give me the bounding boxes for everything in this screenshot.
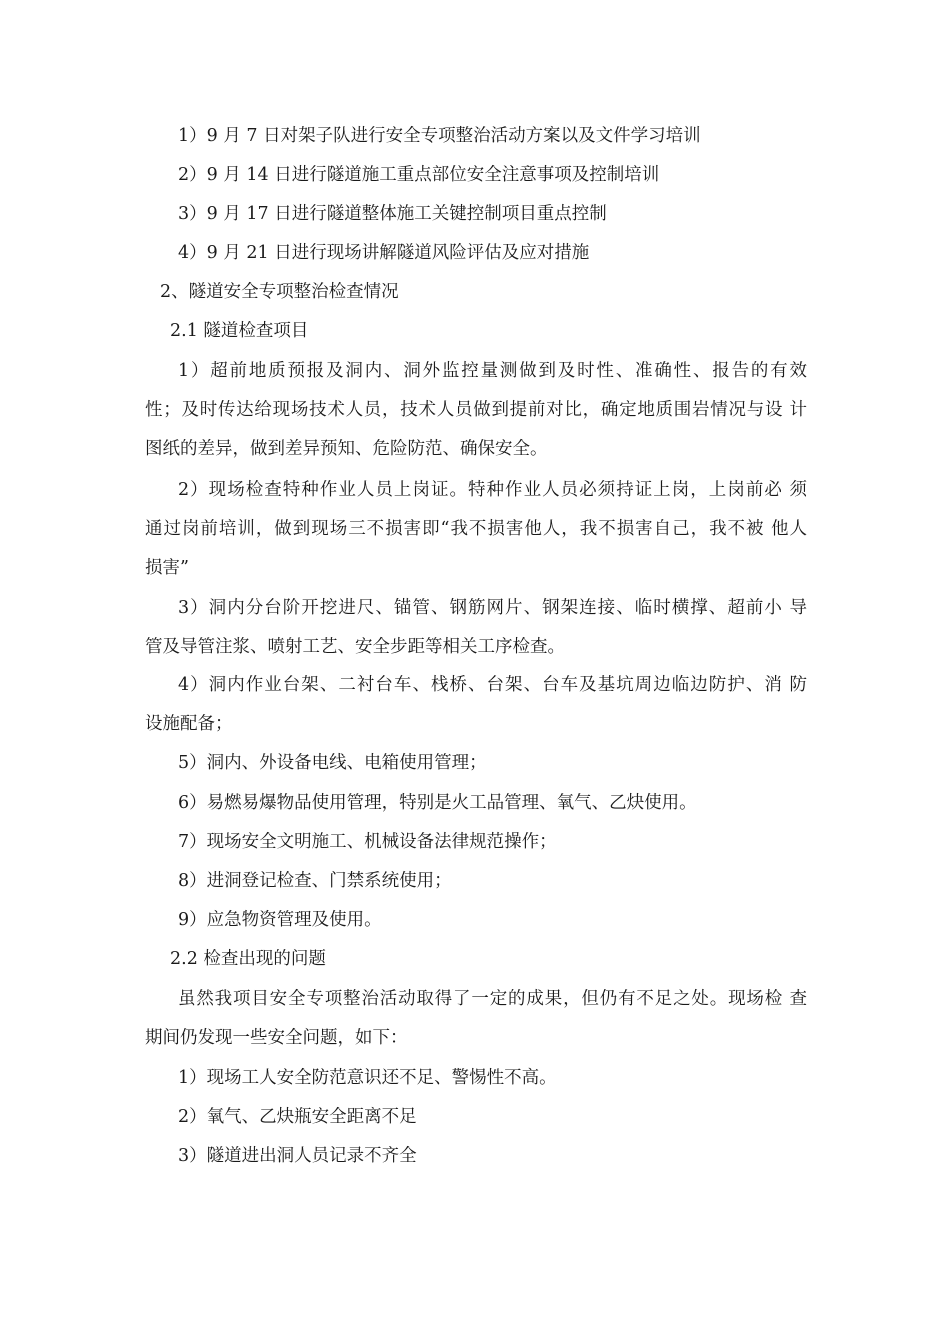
subsection-heading-2-2: 2.2 检查出现的问题 — [170, 949, 326, 969]
training-item-4: 4）9 月 21 日进行现场讲解隧道风险评估及应对措施 — [178, 243, 590, 263]
check-item-2-line-2: 通过岗前培训，做到现场三不损害即“我不损害他人，我不损害自己，我不被 他人 — [145, 519, 807, 539]
check-item-2-line-3: 损害” — [145, 558, 189, 578]
check-item-1-line-1: 1）超前地质预报及洞内、洞外监控量测做到及时性、准确性、报告的有效 — [178, 361, 807, 381]
problem-item-2: 2）氧气、乙炔瓶安全距离不足 — [178, 1107, 417, 1127]
check-item-7: 7）现场安全文明施工、机械设备法律规范操作； — [178, 832, 557, 852]
check-item-3-line-1: 3）洞内分台阶开挖进尺、锚管、钢筋网片、钢架连接、临时横撑、超前小 导 — [178, 598, 807, 618]
training-item-1: 1）9 月 7 日对架子队进行安全专项整治活动方案以及文件学习培训 — [178, 126, 701, 146]
problems-intro-line-2: 期间仍发现一些安全问题，如下： — [145, 1028, 408, 1048]
check-item-9: 9）应急物资管理及使用。 — [178, 910, 382, 930]
check-item-4-line-1: 4）洞内作业台架、二衬台车、栈桥、台架、台车及基坑周边临边防护、消 防 — [178, 675, 807, 695]
check-item-1-line-2: 性；及时传达给现场技术人员，技术人员做到提前对比，确定地质围岩情况与设 计 — [145, 400, 807, 420]
check-item-1-line-3: 图纸的差异，做到差异预知、危险防范、确保安全。 — [145, 439, 548, 459]
subsection-heading-2-1: 2.1 隧道检查项目 — [170, 321, 309, 341]
check-item-8: 8）进洞登记检查、门禁系统使用； — [178, 871, 452, 891]
problem-item-3: 3）隧道进出洞人员记录不齐全 — [178, 1146, 417, 1166]
check-item-2-line-1: 2）现场检查特种作业人员上岗证。特种作业人员必须持证上岗，上岗前必 须 — [178, 480, 807, 500]
check-item-4-line-2: 设施配备； — [145, 714, 233, 734]
check-item-5: 5）洞内、外设备电线、电箱使用管理； — [178, 753, 487, 773]
training-item-2: 2）9 月 14 日进行隧道施工重点部位安全注意事项及控制培训 — [178, 165, 660, 185]
training-item-3: 3）9 月 17 日进行隧道整体施工关键控制项目重点控制 — [178, 204, 607, 224]
check-item-6: 6）易燃易爆物品使用管理，特别是火工品管理、氧气、乙炔使用。 — [178, 793, 697, 813]
problem-item-1: 1）现场工人安全防范意识还不足、警惕性不高。 — [178, 1068, 557, 1088]
check-item-3-line-2: 管及导管注浆、喷射工艺、安全步距等相关工序检查。 — [145, 637, 565, 657]
section-heading-2: 2、隧道安全专项整治检查情况 — [160, 282, 399, 302]
problems-intro-line-1: 虽然我项目安全专项整治活动取得了一定的成果，但仍有不足之处。现场检 查 — [178, 989, 807, 1009]
